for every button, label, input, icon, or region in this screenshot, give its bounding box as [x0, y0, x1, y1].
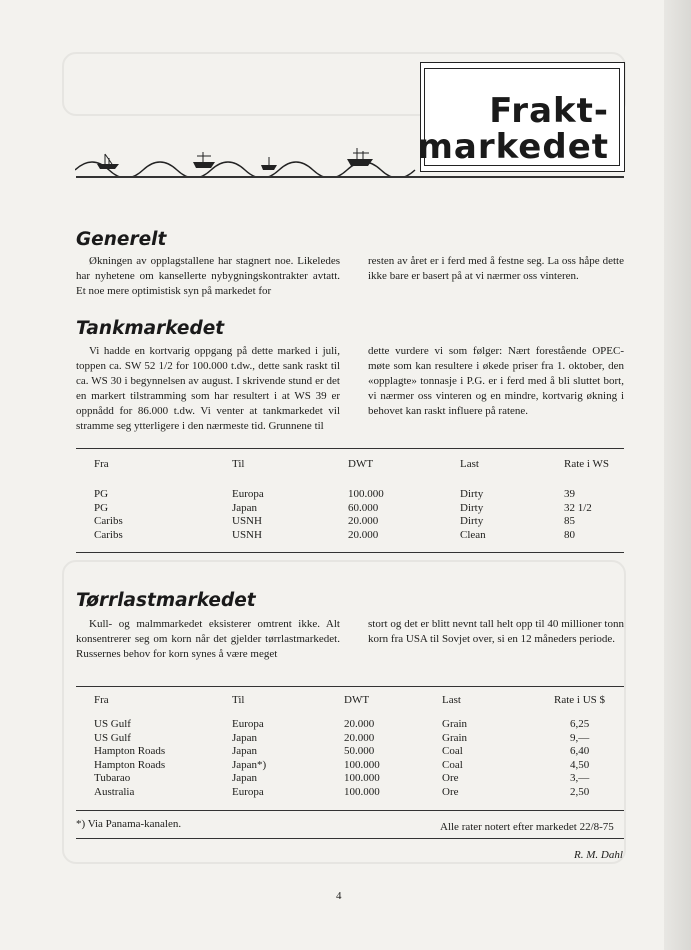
cell-rate: 2,50: [570, 785, 590, 798]
column-header: Fra: [94, 694, 109, 707]
cell-last: Coal: [442, 758, 463, 771]
cell-fra: Caribs: [94, 515, 123, 527]
ship-icon: [97, 154, 119, 169]
cell-fra: Hampton Roads: [94, 745, 166, 757]
dry-rates-table: [94, 692, 620, 799]
cell-fra: US Gulf: [94, 731, 131, 744]
table-row: [94, 732, 620, 746]
column-header: DWT: [348, 458, 374, 471]
table-row: [94, 502, 620, 516]
table-header-row: [94, 692, 620, 710]
ship-icon: [347, 148, 373, 166]
column-header: Rate i US $: [554, 694, 606, 707]
cell-rate: 6,40: [570, 745, 590, 757]
table-rule: [76, 810, 624, 811]
tank-rates-table: [94, 454, 620, 542]
paragraph-torrlast-right: stort og det er blitt nevnt tall helt opp til 40 millioner tonn korn fra USA til Sovjet over, si en 12 måneders periode.: [368, 618, 624, 645]
table-row: [94, 488, 620, 502]
cell-fra: Tubarao: [94, 772, 131, 784]
rates-note: Alle rater notert efter markedet 22/8-75: [440, 821, 614, 833]
title-line-2: markedet: [417, 127, 609, 167]
paragraph-tank-right: dette vurdere vi som følger: Nært forestående OPEC-møte som kan resultere i økede priser fra 1. oktober, den «opplagte» tonnasje i P.G. er i ferd med å bli sluttet bort, vi nærmer oss vinteren og en mindre, kortvarig økning i behovet kan raskt influere på ratene.: [368, 345, 624, 417]
cell-rate: 4,50: [570, 758, 590, 771]
cell-dwt: 60.000: [348, 501, 379, 514]
table-row: [94, 759, 620, 773]
cell-dwt: 100.000: [344, 785, 380, 798]
cell-rate: 6,25: [570, 718, 590, 730]
cell-dwt: 20.000: [348, 528, 379, 541]
cell-dwt: 100.000: [344, 772, 380, 784]
table-row: [94, 529, 620, 543]
table-rule: [76, 552, 624, 553]
heading-tankmarkedet: Tankmarkedet: [76, 318, 225, 339]
column-header: Til: [232, 694, 245, 707]
paragraph-tank-left: Vi hadde en kortvarig oppgang på dette marked i juli, toppen ca. SW 52 1/2 for 100.000 t.dw., dette sank raskt til ca. WS 30 i begynnelsen av august. I skrivende stund er det en markert tilstramming som har resultert i at WS 39 er oppnådd for 86.000 t.dw. Vi venter at tankmarkedet vil stramme seg ytterligere i den nærmeste tid. Grunnene til: [76, 345, 340, 432]
column-header: Rate i WS: [564, 458, 610, 471]
cell-rate: 9,—: [570, 731, 590, 744]
cell-til: Europa: [232, 488, 264, 500]
column-header: Last: [460, 458, 479, 471]
cell-last: Grain: [442, 718, 468, 730]
ship-icon: [193, 152, 215, 168]
header-rule: [76, 176, 624, 178]
table-row: [94, 786, 620, 800]
cell-dwt: 20.000: [348, 515, 379, 527]
paragraph-generelt-right: resten av året er i ferd med å festne seg. La oss håpe dette ikke bare er basert på at vi nærmer oss vinteren.: [368, 255, 624, 282]
paragraph-generelt-left: Økningen av opplagstallene har stagnert noe. Likeledes har nyhetene om kansellerte nybygningskontrakter avtatt. Et noe mere optimistisk syn på markedet for: [76, 255, 340, 297]
cell-til: Japan: [232, 501, 258, 514]
title-line-1: Frakt-: [489, 91, 609, 131]
table-rule: [76, 686, 624, 687]
cell-last: Coal: [442, 745, 463, 757]
cell-fra: Australia: [94, 785, 135, 798]
page-number: 4: [336, 890, 342, 902]
cell-rate: 3,—: [570, 772, 590, 784]
page-edge-shadow: [664, 0, 691, 950]
cell-dwt: 20.000: [344, 731, 375, 744]
cell-rate: 80: [564, 528, 575, 541]
cell-last: Clean: [460, 528, 486, 541]
ship-icon: [261, 157, 277, 170]
cell-fra: Hampton Roads: [94, 758, 166, 771]
table-row: [94, 718, 620, 732]
cell-dwt: 100.000: [344, 758, 380, 771]
footnote: *) Via Panama-kanalen.: [76, 818, 182, 830]
title-box: [417, 62, 625, 172]
cell-til: USNH: [232, 515, 262, 527]
cell-fra: PG: [94, 488, 109, 500]
column-header: Til: [232, 458, 245, 471]
cell-til: USNH: [232, 528, 262, 541]
heading-torrlastmarkedet: Tørrlastmarkedet: [76, 590, 256, 611]
cell-til: Europa: [232, 718, 264, 730]
cell-dwt: 50.000: [344, 745, 375, 757]
table-row: [94, 772, 620, 786]
cell-last: Grain: [442, 731, 468, 744]
wave-ships-decoration: [75, 140, 420, 178]
cell-last: Ore: [442, 772, 459, 784]
cell-til: Europa: [232, 785, 264, 798]
table-header-row: [94, 454, 620, 476]
column-header: DWT: [344, 694, 370, 707]
cell-fra: PG: [94, 501, 109, 514]
cell-dwt: 20.000: [344, 718, 375, 730]
cell-rate: 85: [564, 515, 575, 527]
cell-til: Japan*): [232, 758, 267, 771]
heading-generelt: Generelt: [76, 229, 167, 250]
table-row: [94, 745, 620, 759]
column-header: Last: [442, 694, 461, 707]
cell-dwt: 100.000: [348, 488, 384, 500]
column-header: Fra: [94, 458, 109, 471]
table-rule: [76, 838, 624, 839]
cell-rate: 39: [564, 488, 575, 500]
cell-til: Japan: [232, 731, 258, 744]
cell-fra: US Gulf: [94, 718, 131, 730]
table-row: [94, 515, 620, 529]
table-rule: [76, 448, 624, 449]
cell-last: Ore: [442, 785, 459, 798]
cell-rate: 32 1/2: [564, 501, 592, 514]
cell-last: Dirty: [460, 515, 484, 527]
cell-last: Dirty: [460, 501, 484, 514]
paragraph-torrlast-left: Kull- og malmmarkedet eksisterer omtrent ikke. Alt konsentrerer seg om korn når det gjelder tørrlastmarkedet. Russernes behov for korn synes å være meget: [76, 618, 340, 660]
cell-til: Japan: [232, 772, 258, 784]
cell-fra: Caribs: [94, 528, 123, 541]
cell-last: Dirty: [460, 488, 484, 500]
author-signature: R. M. Dahl: [574, 849, 623, 861]
cell-til: Japan: [232, 745, 258, 757]
